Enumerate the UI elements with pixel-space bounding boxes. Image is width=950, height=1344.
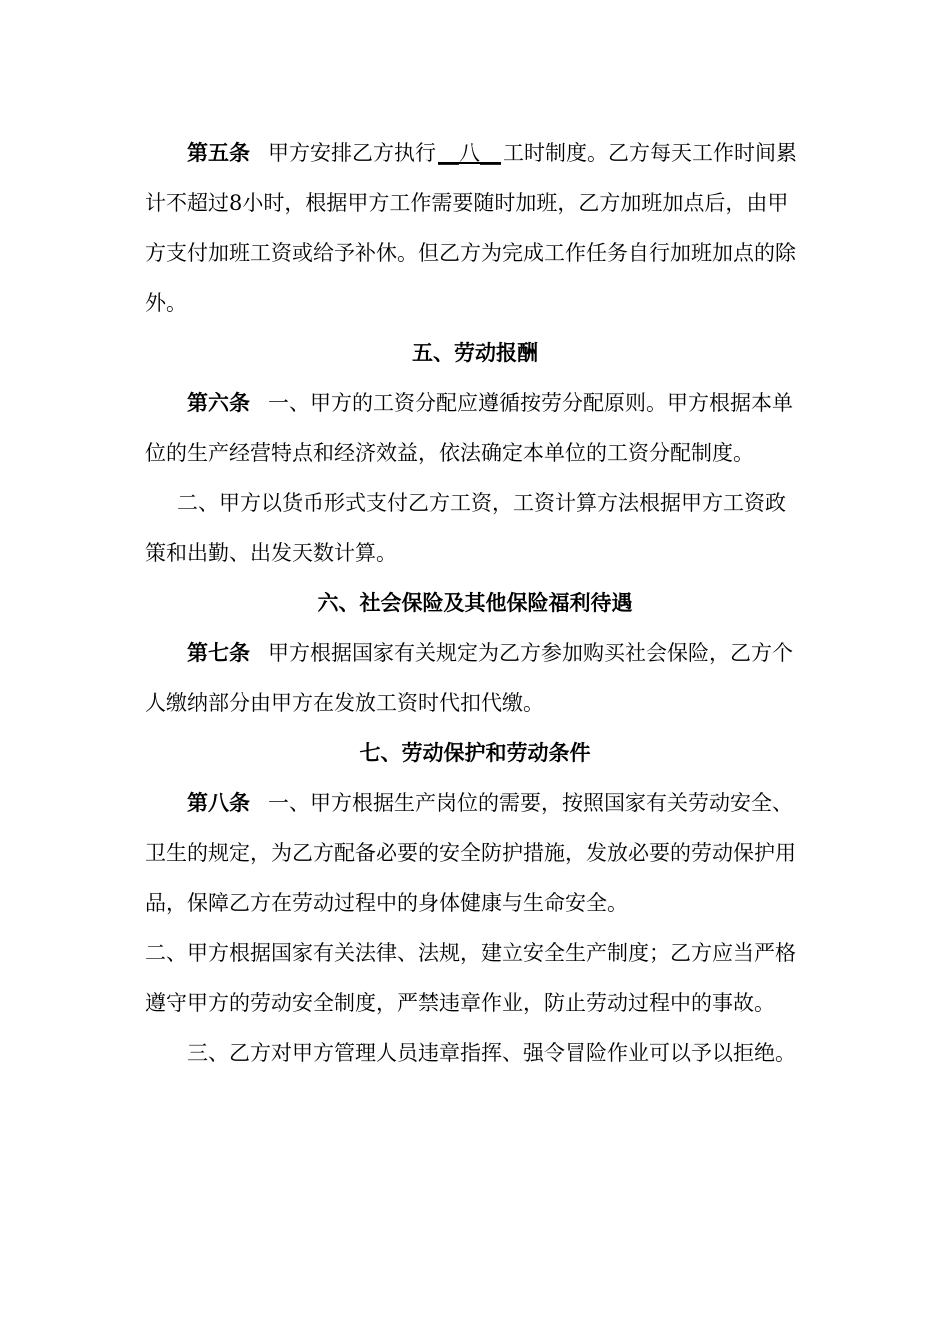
article-7-text-1: 甲方根据国家有关规定为乙方参加购买社会保险，乙方个人缴纳部分由甲方在发放工资时代扣代缴。 — [145, 641, 793, 715]
article-5-label: 第五条 — [187, 141, 250, 165]
article-8-label: 第八条 — [187, 791, 250, 815]
article-7-paragraph — [145, 628, 805, 728]
document-body — [145, 128, 805, 1078]
article-7-label: 第七条 — [187, 641, 250, 665]
article-6-text-1: 一、甲方的工资分配应遵循按劳分配原则。甲方根据本单位的生产经营特点和经济效益，依法确定本单位的工资分配制度。 — [145, 391, 793, 465]
article-8-paragraph-1 — [145, 778, 805, 928]
article-8-text-1: 一、甲方根据生产岗位的需要，按照国家有关劳动安全、卫生的规定，为乙方配备必要的安全防护措施，发放必要的劳动保护用品，保障乙方在劳动过程中的身体健康与生命安全。 — [145, 791, 796, 915]
article-6-paragraph-1 — [145, 378, 805, 478]
article-5-paragraph — [145, 128, 805, 328]
section-6-heading: 六、社会保险及其他保险福利待遇 — [317, 591, 633, 615]
article-6-label: 第六条 — [187, 391, 250, 415]
work-hours-system-blank: __八__ — [438, 141, 501, 165]
article-8-paragraph-2: 二、甲方根据国家有关法律、法规，建立安全生产制度；乙方应当严格遵守甲方的劳动安全制度，严禁违章作业，防止劳动过程中的事故。 — [145, 941, 796, 1015]
article-5-text-1: 甲方安排乙方执行 — [268, 141, 436, 165]
section-5-heading: 五、劳动报酬 — [412, 341, 538, 365]
article-8-paragraph-3: 三、乙方对甲方管理人员违章指挥、强令冒险作业可以予以拒绝。 — [187, 1041, 796, 1065]
section-7-heading: 七、劳动保护和劳动条件 — [359, 741, 591, 765]
article-5-text-2: 工时制度。乙方每天工作时间累计不超过8小时，根据甲方工作需要随时加班，乙方加班加点后，由甲方支付加班工资或给予补休。但乙方为完成工作任务自行加班加点的除外。 — [145, 141, 797, 315]
article-6-paragraph-2: 二、甲方以货币形式支付乙方工资，工资计算方法根据甲方工资政策和出勤、出发天数计算。 — [145, 491, 786, 565]
